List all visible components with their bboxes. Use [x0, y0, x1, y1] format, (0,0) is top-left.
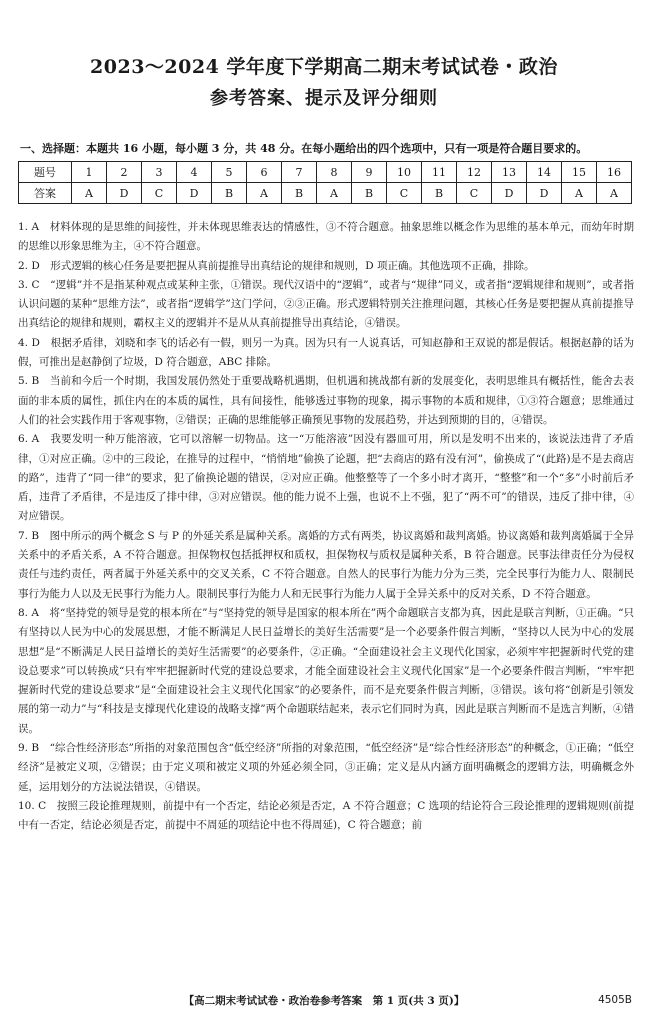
question-number: 16 [597, 162, 632, 183]
answer-cell: A [597, 183, 632, 204]
answer-cell: A [562, 183, 597, 204]
answer-cell: C [387, 183, 422, 204]
question-number: 8 [317, 162, 352, 183]
answer-cell: D [527, 183, 562, 204]
question-number: 11 [422, 162, 457, 183]
answer-cell: A [317, 183, 352, 204]
question-number: 6 [247, 162, 282, 183]
question-number: 2 [107, 162, 142, 183]
question-number: 1 [72, 162, 107, 183]
question-number: 10 [387, 162, 422, 183]
question-number: 13 [492, 162, 527, 183]
explanation-item: 3. C “逻辑”并不是指某种观点或某种主张，①错误。现代汉语中的“逻辑”，或者与“规律”同义，或者指“逻辑规律和规则”，或者指认识问题的某种“思维方法”，或者指“逻辑学”这门学问，②③正确。形式逻辑特别关注推理问题，其核心任务是要把握从真前提推导出真结论的规律和规则，霸权主义的逻辑并不是从从真前提推导出真结论，④错误。 [18, 278, 634, 330]
question-number: 3 [142, 162, 177, 183]
explanations [18, 218, 634, 836]
explanation-item: 8. A 将“坚持党的领导是党的根本所在”与“坚持党的领导是国家的根本所在”两个命题联言支都为真，因此是联言判断，①正确。“只有坚持以人民为中心的发展思想，才能不断满足人民日益增长的美好生活需要”是一个必要条件假言判断，“坚持以人民为中心的发展思想”是“不断满足人民日益增长的美好生活需要”的必要条件，②正确。“全面建设社会主义现代化国家，必须牢牢把握新时代党的建设总要求”可以转换成“只有牢牢把握新时代党的建设总要求，才能全面建设社会主义现代化国家”是一个必要条件假言判断，“牢牢把握新时代党的建设总要求”是“全面建设社会主义现代化国家”的必要条件，而不是充要条件假言判断，③错误。该句将“创新是引领发展的第一动力”与“科技是支撑现代化建设的战略支撑”两个命题联结起来，表示它们同时为真，因此是联言判断而不是选言判断，④错误。 [18, 606, 634, 735]
answer-row [19, 183, 632, 204]
explanation-item: 9. B “综合性经济形态”所指的对象范围包含“低空经济”所指的对象范围，“低空经济”是“综合性经济形态”的种概念，①正确；“低空经济”是被定义项，②错误；由于定义项和被定义项的外延必须全同，③正确；定义是从内涵方面明确概念的逻辑方法，明确概念外延，运用划分的方法说法错误，④错误。 [18, 742, 634, 793]
question-number: 12 [457, 162, 492, 183]
row-label-answer: 答案 [19, 183, 72, 204]
answer-cell: C [142, 183, 177, 204]
question-number: 9 [352, 162, 387, 183]
answer-cell: B [282, 183, 317, 204]
section-heading: 一、选择题：本题共 16 小题，每小题 3 分，共 48 分。在每小题给出的四个选项中，只有一项是符合题目要求的。 [20, 142, 588, 155]
question-number: 15 [562, 162, 597, 183]
question-number-row [19, 162, 632, 183]
explanation-item: 2. D 形式逻辑的核心任务是要把握从真前提推导出真结论的规律和规则，D 项正确。其他选项不正确，排除。 [18, 259, 535, 272]
answer-cell: B [422, 183, 457, 204]
answer-cell: B [352, 183, 387, 204]
explanation-item: 7. B 图中所示的两个概念 S 与 P 的外延关系是属种关系。离婚的方式有两类，协议离婚和裁判离婚。协议离婚和裁判离婚属于全异关系中的矛盾关系，A 不符合题意。担保物权包括抵押权和质权，担保物权与质权是属种关系，B 符合题意。民事法律责任分为侵权责任与违约责任，两者属于外延关系中的交叉关系，C 不符合题意。自然人的民事行为能力分为三类，完全民事行为能力人、限制民事行为能力人以及无民事行为能力人。限制民事行为能力人和无民事行为能力人属于全异关系中的反对关系，D 不符合题意。 [18, 529, 634, 600]
explanation-item: 4. D 根据矛盾律，刘晓和李飞的话必有一假，则另一为真。因为只有一人说真话，可知赵静和王双说的都是假话。根据赵静的话为假，可推出是赵静倒了垃圾，D 符合题意，ABC 排除。 [18, 336, 634, 369]
answer-cell: D [492, 183, 527, 204]
answer-cell: A [72, 183, 107, 204]
explanation-item: 6. A 我要发明一种万能溶液，它可以溶解一切物品。这一“万能溶液”因没有器皿可用，所以是发明不出来的，该说法违背了矛盾律，①对应正确。②中的三段论，在推导的过程中，“悄悄地”偷换了论题，把“去商店的路有没有河”，偷换成了“(此路)是不是去商店的路”，违背了“同一律”的要求，犯了偷换论题的错误，②对应正确。他整整等了一个多小时才离开，“整整”和一个“多”小时前后矛盾，违背了矛盾律，不是违反了排中律，③对应错误。他的能力说不上强，也说不上不强，犯了“两不可”的错误，违反了排中律，④对应错误。 [18, 433, 634, 523]
explanation-item: 1. A 材料体现的是思维的间接性，并未体现思维表达的情感性，③不符合题意。抽象思维以概念作为思维的基本单元，而幼年时期的思维以形象思维为主，④不符合题意。 [18, 221, 634, 253]
explanation-item: 5. B 当前和今后一个时期，我国发展仍然处于重要战略机遇期，但机遇和挑战都有新的发展变化，表明思维具有概括性，能舍去表面的非本质的属性，抓住内在的本质的属性，具有间接性，能够透过事物的现象，揭示事物的本质和规律，①③符合题意；思维通过人们的社会实践作用于客观事物，②错误；正确的思维能够正确预见事物的发展趋势，并达到预期的目的，④错误。 [18, 375, 634, 426]
page-footer: 【高二期末考试试卷・政治卷参考答案 第 1 页(共 3 页)】 [183, 995, 465, 1007]
answer-cell: B [212, 183, 247, 204]
row-label-number: 题号 [19, 162, 72, 183]
answer-cell: D [177, 183, 212, 204]
explanation-item: 10. C 按照三段论推理规则，前提中有一个否定，结论必须是否定，A 不符合题意；C 选项的结论符合三段论推理的逻辑规则(前提中有一否定，结论必须是否定，前提中不周延的项结论中也不得周延)，C 符合题意；前 [18, 799, 634, 832]
answer-cell: A [247, 183, 282, 204]
question-number: 4 [177, 162, 212, 183]
question-number: 5 [212, 162, 247, 183]
page-title: 2023～2024 学年度下学期高二期末考试试卷・政治 [90, 56, 558, 78]
answer-table [18, 161, 632, 204]
answer-cell: D [107, 183, 142, 204]
question-number: 14 [527, 162, 562, 183]
question-number: 7 [282, 162, 317, 183]
answer-cell: C [457, 183, 492, 204]
paper-code: 4505B [598, 994, 632, 1006]
page-subtitle: 参考答案、提示及评分细则 [210, 88, 438, 109]
